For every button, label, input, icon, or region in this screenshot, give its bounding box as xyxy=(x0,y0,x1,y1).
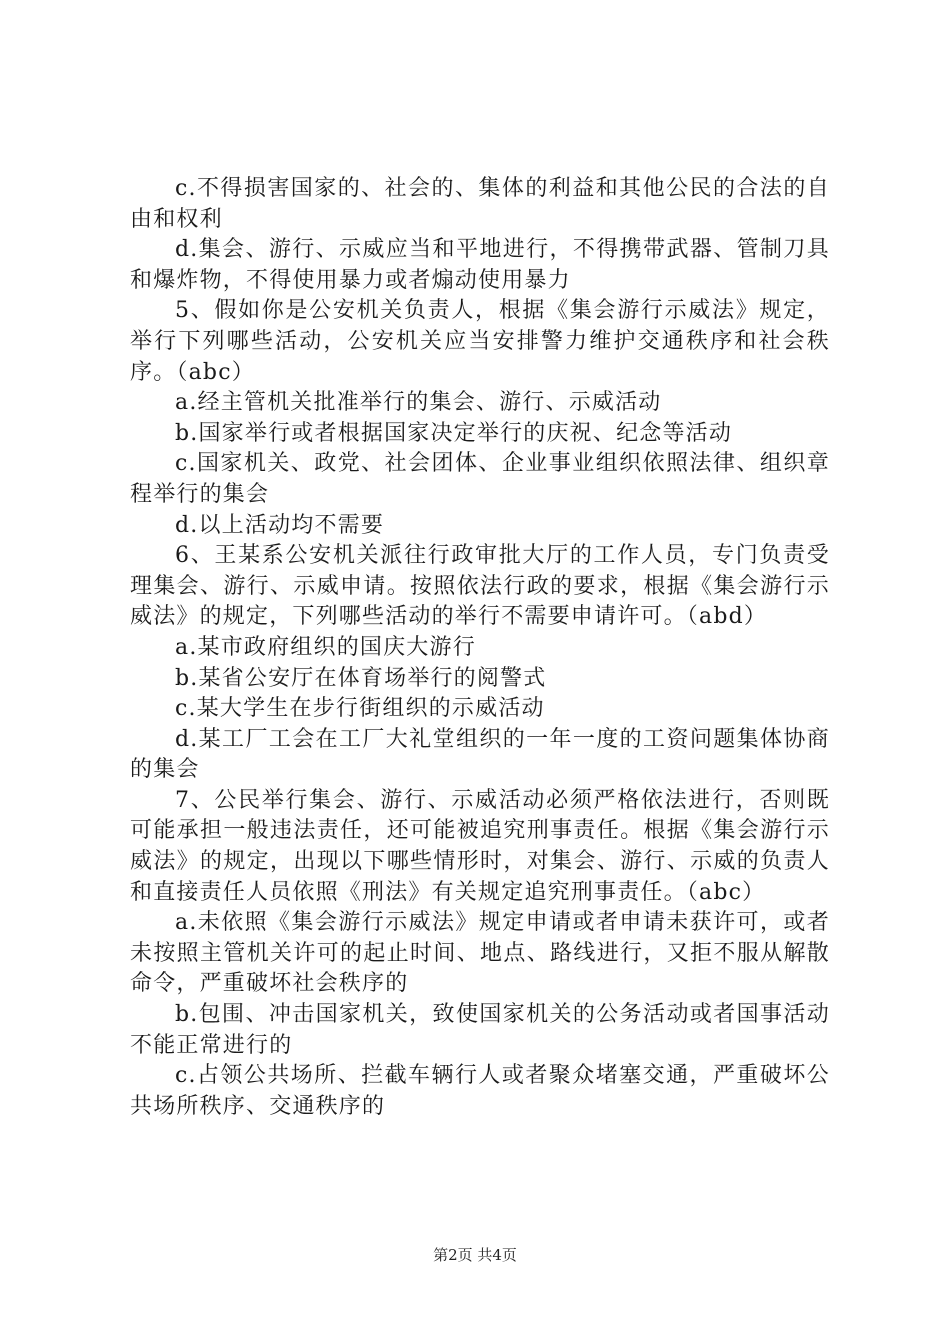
paragraph-q5-option-a: a.经主管机关批准举行的集会、游行、示威活动 xyxy=(175,390,662,416)
paragraph-question-6: 6、王某系公安机关派往行政审批大厅的工作人员，专门负责受理集会、游行、示威申请。按照依法行政的要求，根据《集会游行示威法》的规定，下列哪些活动的举行不需要申请许可。（abd） xyxy=(130,543,830,630)
paragraph-q6-option-d: d.某工厂工会在工厂大礼堂组织的一年一度的工资问题集体协商的集会 xyxy=(130,726,830,783)
paragraph-q6-option-a: a.某市政府组织的国庆大游行 xyxy=(175,634,476,660)
paragraph-q5-option-d: d.以上活动均不需要 xyxy=(175,512,385,538)
paragraph-q5-option-b: b.国家举行或者根据国家决定举行的庆祝、纪念等活动 xyxy=(175,420,733,446)
paragraph-q7-option-a: a.未依照《集会游行示威法》规定申请或者申请未获许可，或者未按照主管机关许可的起止时间、地点、路线进行，又拒不服从解散命令，严重破坏社会秩序的 xyxy=(130,910,830,997)
paragraph-q6-option-c: c.某大学生在步行街组织的示威活动 xyxy=(175,696,545,722)
paragraph-q5-option-c: c.国家机关、政党、社会团体、企业事业组织依照法律、组织章程举行的集会 xyxy=(130,451,830,507)
paragraph-option-d-peaceful: d.集会、游行、示威应当和平地进行，不得携带武器、管制刀具和爆炸物，不得使用暴力或者煽动使用暴力 xyxy=(130,237,830,293)
page-number-label: 第2页 共4页 xyxy=(433,1246,517,1264)
paragraph-question-7: 7、公民举行集会、游行、示威活动必须严格依法进行，否则既可能承担一般违法责任，还可能被追究刑事责任。根据《集会游行示威法》的规定，出现以下哪些情形时，对集会、游行、示威的负责人和直接责任人员依照《刑法》有关规定追究刑事责任。（abc） xyxy=(130,787,830,905)
document-body xyxy=(130,174,830,1122)
paragraph-question-5: 5、假如你是公安机关负责人，根据《集会游行示威法》规定，举行下列哪些活动，公安机关应当安排警力维护交通秩序和社会秩序。（abc） xyxy=(130,298,830,385)
paragraph-q6-option-b: b.某省公安厅在体育场举行的阅警式 xyxy=(175,665,547,691)
page-footer xyxy=(0,1244,950,1265)
paragraph-q7-option-c: c.占领公共场所、拦截车辆行人或者聚众堵塞交通，严重破坏公共场所秩序、交通秩序的 xyxy=(130,1063,830,1119)
paragraph-option-c-rights: c.不得损害国家的、社会的、集体的利益和其他公民的合法的自由和权利 xyxy=(130,176,830,232)
paragraph-q7-option-b: b.包围、冲击国家机关，致使国家机关的公务活动或者国事活动不能正常进行的 xyxy=(130,1002,830,1058)
